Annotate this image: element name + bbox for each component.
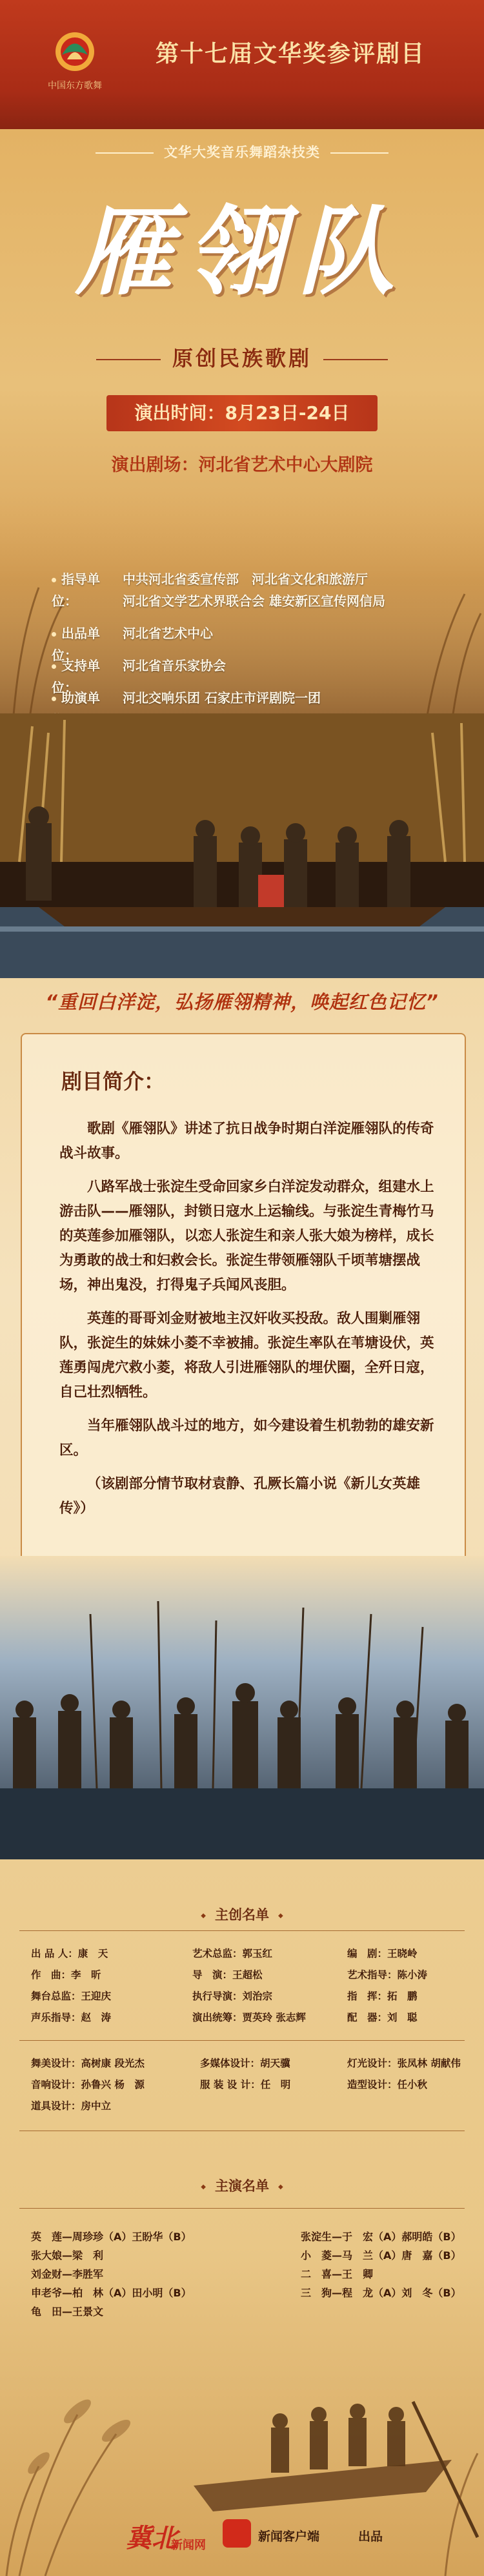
intro-paragraph: 八路军战士张淀生受命回家乡白洋淀发动群众，组建水上游击队——雁翎队，封锁日寇水上运输线。与张淀生青梅竹马的英莲参加雁翎队，以恋人张淀生和亲人张大娘为榜样，成长为勇敢的战士和妇救会长。张淀生带领雁翎队千顷苇塘摆战场，神出鬼没，打得鬼子兵闻风丧胆。 [59, 1179, 434, 1293]
publisher-logos [126, 2518, 397, 2557]
credit-row [31, 2074, 476, 2096]
intro-heading: 剧目简介： [61, 1069, 165, 1094]
cast-entry: 小 菱—马 兰（A）唐 嘉（B） [301, 2249, 461, 2262]
cast-entry: 申老爷—柏 林（A）田小明（B） [31, 2287, 192, 2299]
hebei-news-sub: 新闻网 [171, 2539, 206, 2552]
cast-entry: 二 喜—王 卿 [301, 2268, 374, 2280]
credit-entry: 服 装 设 计：任 明 [200, 2079, 291, 2090]
credit-entry: 艺术总监：郭玉红 [192, 1948, 273, 1959]
credit-entry: 指 挥：拓 鹏 [347, 1990, 418, 2002]
credit-row [31, 1986, 476, 2007]
publisher-label: 出品 [358, 2530, 383, 2544]
credit-entry: 造型设计：任小秋 [347, 2079, 428, 2090]
cast-entry: 刘金财—李胜军 [31, 2268, 104, 2280]
credit-entry: 编 剧：王晓岭 [347, 1948, 418, 1959]
credit-entry: 多媒体设计：胡天骥 [200, 2058, 290, 2069]
divider [19, 2208, 465, 2209]
credits-title: ◆ 主创名单 ◆ [0, 1905, 484, 1924]
credit-entry: 艺术指导：陈小涛 [347, 1969, 428, 1981]
cast-row [31, 2246, 483, 2265]
organizer-name: 河北交响乐团 石家庄市评剧院一团 [123, 690, 321, 706]
organizer-list [52, 568, 465, 719]
credit-entry: 执行导演：刘治宗 [192, 1990, 273, 2002]
organizer-name: 中共河北省委宣传部 河北省文化和旅游厅 [123, 571, 368, 587]
credit-entry: 声乐指导：赵 涛 [31, 2012, 112, 2023]
credit-row [31, 2096, 476, 2117]
intro-paragraph: 当年雁翎队战斗过的地方，如今建设着生机勃勃的雄安新区。 [59, 1418, 434, 1458]
credit-row [31, 2053, 476, 2074]
organizer-label: 出品单位： [52, 626, 100, 663]
brand-logo-icon [43, 19, 107, 84]
organizer-name: 河北省艺术中心 [123, 626, 213, 641]
intro-note: （该剧部分情节取材袁静、孔厥长篇小说《新儿女英雄传》） [59, 1476, 421, 1517]
cast-list [31, 2227, 483, 2321]
organizer-row [52, 687, 465, 709]
credit-entry: 出 品 人：康 天 [31, 1948, 108, 1959]
organizer-row [52, 655, 465, 695]
organizer-label: 指导单位： [52, 571, 100, 609]
award-category: 文华大奖音乐舞蹈杂技类 [0, 142, 484, 161]
credit-entry: 舞美设计：高树康 段光杰 [31, 2058, 145, 2069]
divider [19, 2040, 465, 2041]
organizer-row [52, 568, 465, 612]
credit-entry: 灯光设计：张凤林 胡献伟 [347, 2058, 461, 2069]
intro-paragraph: 歌剧《雁翎队》讲述了抗日战争时期白洋淀雁翎队的传奇战斗故事。 [59, 1121, 434, 1161]
stage-photo-ensemble [0, 1556, 484, 1859]
brand-logo-text: 中国东方歌舞 [48, 81, 102, 91]
organizer-name: 河北省音乐家协会 [123, 658, 226, 673]
show-title: 雁翎队 [75, 195, 408, 309]
design-credits-list [31, 2053, 476, 2117]
show-genre: 原创民族歌剧 [0, 342, 484, 372]
credit-row [31, 2007, 476, 2029]
credit-entry: 配 器：刘 聪 [347, 2012, 418, 2023]
slogan: “重回白洋淀，弘扬雁翎精神，唤起红色记忆” [45, 991, 439, 1013]
organizer-label: 支持单位： [52, 658, 100, 695]
organizer-row [52, 622, 465, 663]
credit-entry: 演出统筹：贾英玲 张志辉 [192, 2012, 306, 2023]
intro-body [59, 1117, 447, 1530]
hebei-news-logo: 冀北 [126, 2524, 177, 2553]
cast-row [31, 2265, 483, 2284]
credit-entry: 导 演：王超松 [192, 1969, 263, 1981]
credit-entry: 舞台总监：王迎庆 [31, 1990, 112, 2002]
cast-entry: 英 莲—周珍珍（A）王盼华（B） [31, 2231, 192, 2243]
performance-date: 演出时间：8月23日-24日 [106, 395, 378, 431]
credit-entry: 音响设计：孙鲁兴 杨 源 [31, 2079, 145, 2090]
news-client-app-icon [223, 2519, 251, 2548]
cast-entry: 张淀生—于 宏（A）郝明皓（B） [301, 2231, 461, 2243]
credit-entry: 道具设计：房中立 [31, 2100, 112, 2112]
organizer-name: 河北省文学艺术界联合会 雄安新区宣传网信局 [123, 593, 385, 609]
news-client-label: 新闻客户端 [258, 2530, 320, 2544]
intro-paragraph: 英莲的哥哥刘金财被地主汉奸收买投敌。敌人围剿雁翎队，张淀生的妹妹小菱不幸被捕。张淀生率队在苇塘设伏，英莲勇闯虎穴救小菱，将敌人引进雁翎队的埋伏圈，全歼日寇，自己壮烈牺牲。 [59, 1311, 434, 1400]
cast-entry: 张大娘—梁 利 [31, 2249, 104, 2262]
cast-row [31, 2227, 483, 2246]
credit-row [31, 1943, 476, 1965]
credit-entry: 作 曲：李 昕 [31, 1969, 101, 1981]
award-title: 第十七届文华奖参评剧目 [155, 41, 425, 67]
credits-list [31, 1943, 476, 2029]
cast-entry: 龟 田—王景文 [31, 2305, 104, 2318]
cast-row [31, 2302, 483, 2321]
cast-entry: 三 狗—程 龙（A）刘 冬（B） [301, 2287, 461, 2299]
cast-row [31, 2284, 483, 2302]
credit-row [31, 1965, 476, 1986]
divider [19, 1930, 465, 1931]
organizer-label: 助演单 [52, 687, 123, 731]
cast-title: ◆ 主演名单 ◆ [0, 2176, 484, 2195]
stage-photo-boat-scene [0, 713, 484, 978]
performance-venue: 演出剧场：河北省艺术中心大剧院 [111, 455, 373, 475]
